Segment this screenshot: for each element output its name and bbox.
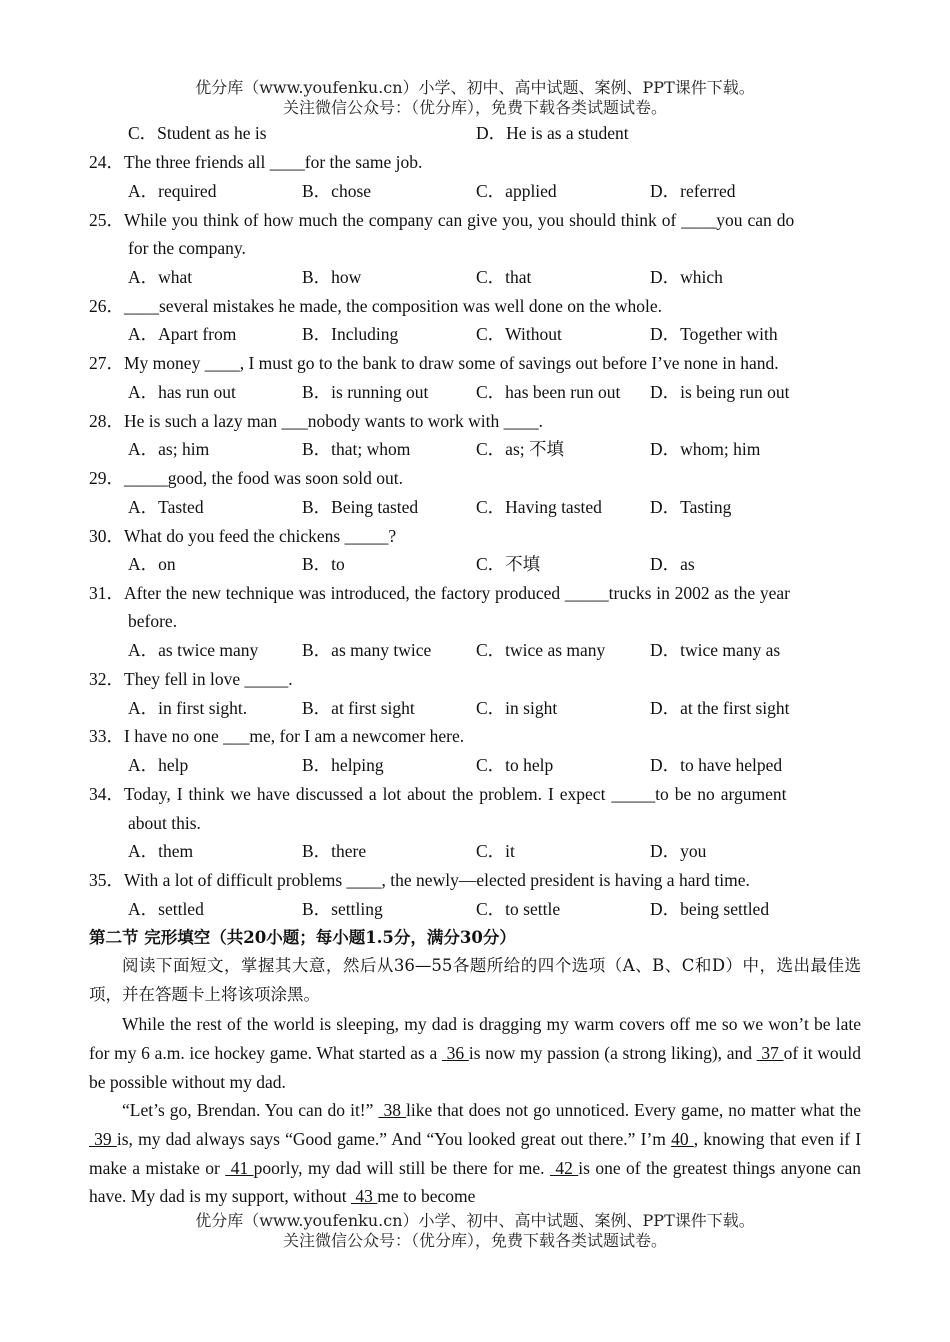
question-30: 30．What do you feed the chickens _____? xyxy=(89,526,397,546)
q34-option-b: B．there xyxy=(302,841,367,861)
blank-43: 43 xyxy=(351,1186,378,1207)
q25-option-b: B．how xyxy=(302,267,362,287)
question-24: 24．The three friends all ____for the same job. xyxy=(89,152,423,172)
q28-option-d: D．whom; him xyxy=(650,439,761,459)
q25-option-d: D．which xyxy=(650,267,723,287)
question-35: 35．With a lot of difficult problems ____, the newly—elected president is having a hard time. xyxy=(89,870,750,890)
q24-option-b: B．chose xyxy=(302,181,372,201)
page-header-line1: 优分库（www.youfenku.cn）小学、初中、高中试题、案例、PPT课件下载。 xyxy=(195,78,755,97)
q27-option-a: A．has run out xyxy=(128,382,236,402)
page-footer-line1: 优分库（www.youfenku.cn）小学、初中、高中试题、案例、PPT课件下载。 xyxy=(195,1211,755,1230)
q26-option-b: B．Including xyxy=(302,324,399,344)
q34-option-d: D．you xyxy=(650,841,707,861)
q30-option-b: B．to xyxy=(302,554,345,574)
q28-option-c: C．as; 不填 xyxy=(476,439,564,459)
q29-option-b: B．Being tasted xyxy=(302,497,419,517)
question-26: 26．____several mistakes he made, the composition was well done on the whole. xyxy=(89,296,662,316)
question-29: 29．_____good, the food was soon sold out. xyxy=(89,468,404,488)
page-header-line2: 关注微信公众号：（优分库），免费下载各类试题试卷。 xyxy=(282,98,667,117)
blank-40: 40 xyxy=(671,1128,694,1149)
blank-36: 36 xyxy=(441,1042,469,1063)
q30-option-c: C．不填 xyxy=(476,554,541,574)
blank-38: 38 xyxy=(378,1100,407,1120)
section-instruction: 阅读下面短文，掌握其大意，然后从36—55各题所给的四个选项（A、B、C和D）中，选出最佳选项，并在答题卡上将该项涂黑。 xyxy=(89,956,861,1004)
q26-option-c: C．Without xyxy=(476,324,562,344)
blank-39: 39 xyxy=(89,1128,117,1149)
question-25-cont: for the company. xyxy=(128,238,246,258)
q26-option-a: A．Apart from xyxy=(128,324,237,344)
q30-option-d: D．as xyxy=(650,554,695,574)
question-27: 27．My money ____, I must go to the bank to draw some of savings out before I’ve none in hand. xyxy=(89,353,779,373)
q29-option-a: A．Tasted xyxy=(128,497,204,517)
blank-42: 42 xyxy=(549,1157,579,1178)
q32-option-b: B．at first sight xyxy=(302,698,415,718)
question-25: 25．While you think of how much the company can give you, you should think of ____you can do xyxy=(89,210,795,230)
question-33: 33．I have no one ___me, for I am a newcomer here. xyxy=(89,726,465,746)
q33-option-c: C．to help xyxy=(476,755,554,775)
q35-option-c: C．to settle xyxy=(476,899,561,919)
q27-option-c: C．has been run out xyxy=(476,382,621,402)
q34-option-a: A．them xyxy=(128,841,194,861)
q32-option-c: C．in sight xyxy=(476,698,558,718)
q35-option-a: A．settled xyxy=(128,899,204,919)
question-34-cont: about this. xyxy=(128,813,201,833)
q23-option-c: C．Student as he is xyxy=(128,123,267,143)
q24-option-d: D．referred xyxy=(650,181,736,201)
blank-37: 37 xyxy=(756,1042,784,1063)
q32-option-d: D．at the first sight xyxy=(650,698,790,718)
q27-option-d: D．is being run out xyxy=(650,382,790,402)
question-32: 32．They fell in love _____. xyxy=(89,669,293,689)
q29-option-c: C．Having tasted xyxy=(476,497,602,517)
q30-option-a: A．on xyxy=(128,554,176,574)
question-34: 34．Today, I think we have discussed a lot about the problem. I expect _____to be no argument xyxy=(89,784,787,804)
q24-option-a: A．required xyxy=(128,181,217,201)
q29-option-d: D．Tasting xyxy=(650,497,732,517)
q35-option-b: B．settling xyxy=(302,899,383,919)
q23-option-d: D．He is as a student xyxy=(476,123,629,143)
q31-option-b: B．as many twice xyxy=(302,640,432,660)
q33-option-b: B．helping xyxy=(302,755,384,775)
passage-paragraph-1: While the rest of the world is sleeping, my dad is dragging my warm covers off me so we won’t be late for my 6 a.m. ice hockey game. What started as a 36 is now my passion (a strong liking), and 37 of it would be possible without my dad. xyxy=(89,1014,861,1092)
q28-option-a: A．as; him xyxy=(128,439,210,459)
q35-option-d: D．being settled xyxy=(650,899,770,919)
q31-option-d: D．twice many as xyxy=(650,640,781,660)
passage-paragraph-2: “Let’s go, Brendan. You can do it!” 38 like that does not go unnoticed. Every game, no matter what the 39 is, my dad always says “Good game.” And “You looked great out there.” I’m 40 , knowing that even if I make a mistake or 41 poorly, my dad will still be there for me. 42 is one of the greatest things anyone can have. My dad is my support, without 43 me to become xyxy=(89,1100,862,1207)
page-footer-line2: 关注微信公众号：（优分库），免费下载各类试题试卷。 xyxy=(282,1231,667,1250)
q24-option-c: C．applied xyxy=(476,181,557,201)
q31-option-c: C．twice as many xyxy=(476,640,606,660)
q26-option-d: D．Together with xyxy=(650,324,778,344)
question-31-cont: before. xyxy=(128,611,178,631)
section-title: 第二节 完形填空（共20小题；每小题1.5分，满分30分） xyxy=(89,928,516,947)
question-31: 31．After the new technique was introduced, the factory produced _____trucks in 2002 as the year xyxy=(89,583,791,603)
q32-option-a: A．in first sight. xyxy=(128,698,248,718)
q33-option-d: D．to have helped xyxy=(650,755,783,775)
question-28: 28．He is such a lazy man ___nobody wants to work with ____. xyxy=(89,411,543,431)
q34-option-c: C．it xyxy=(476,841,515,861)
q27-option-b: B．is running out xyxy=(302,382,429,402)
q28-option-b: B．that; whom xyxy=(302,439,411,459)
q33-option-a: A．help xyxy=(128,755,189,775)
q31-option-a: A．as twice many xyxy=(128,640,259,660)
q25-option-c: C．that xyxy=(476,267,532,287)
q25-option-a: A．what xyxy=(128,267,193,287)
blank-41: 41 xyxy=(225,1157,254,1178)
